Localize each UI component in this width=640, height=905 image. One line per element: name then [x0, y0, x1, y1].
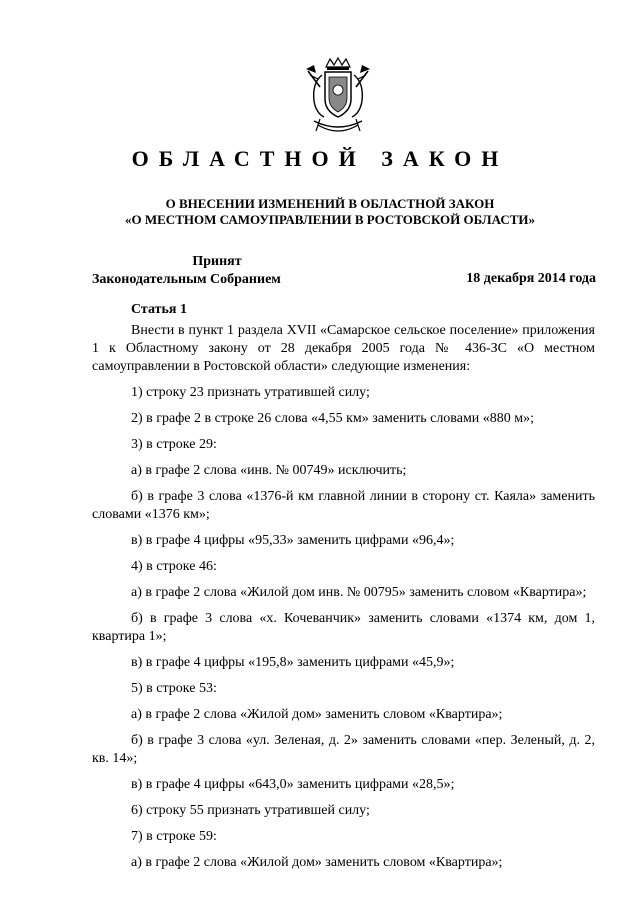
law-type-heading: ОБЛАСТНОЙ ЗАКОН [131, 146, 509, 171]
article-paragraph: а) в графе 2 слова «Жилой дом инв. № 00795» заменить словом «Квартира»; [131, 585, 587, 600]
article-paragraph: в) в графе 4 цифры «195,8» заменить цифрами «45,9»; [131, 655, 455, 670]
article-paragraph: 7) в строке 59: [131, 829, 217, 844]
article-paragraph: 6) строку 55 признать утратившей силу; [131, 803, 370, 818]
article-paragraph: б) в графе 3 слова «х. Кочеванчик» заменить словами «1374 км, дом 1, квартира 1»; [92, 611, 595, 644]
article-paragraph: б) в графе 3 слова «1376-й км главной линии в сторону ст. Каяла» заменить словами «1376 км»; [92, 489, 595, 522]
article-paragraph: 3) в строке 29: [131, 437, 217, 452]
article-paragraph: 5) в строке 53: [131, 681, 217, 696]
article-body [92, 322, 595, 880]
adopted-label-line-1: Принят [192, 254, 242, 269]
article-paragraph: 4) в строке 46: [131, 559, 217, 574]
adopted-label-line-2: Законодательным Собранием [92, 272, 281, 287]
coat-of-arms-emblem [300, 57, 376, 137]
law-title-line-1: О ВНЕСЕНИИ ИЗМЕНЕНИЙ В ОБЛАСТНОЙ ЗАКОН [165, 196, 495, 211]
article-paragraph: 2) в графе 2 в строке 26 слова «4,55 км» заменить словами «880 м»; [131, 411, 535, 426]
adopted-by-label [92, 253, 342, 289]
article-paragraph: 1) строку 23 признать утратившей силу; [131, 385, 370, 400]
article-heading: Статья 1 [131, 302, 187, 317]
article-paragraph: а) в графе 2 слова «инв. № 00749» исключить; [131, 463, 407, 478]
article-paragraph: б) в графе 3 слова «ул. Зеленая, д. 2» заменить словами «пер. Зеленый, д. 2, кв. 14»; [92, 733, 595, 766]
law-title [60, 196, 600, 228]
article-paragraph: а) в графе 2 слова «Жилой дом» заменить словом «Квартира»; [131, 855, 503, 870]
article-paragraph: Внести в пункт 1 раздела XVII «Самарское сельское поселение» приложения 1 к Областному закону от 28 декабря 2005 года № 436-ЗС «О местном самоуправлении в Ростовской области» следующие изменения: [92, 323, 595, 374]
law-title-line-2: «О МЕСТНОМ САМОУПРАВЛЕНИИ В РОСТОВСКОЙ ОБЛАСТИ» [125, 212, 535, 227]
adopted-date: 18 декабря 2014 года [466, 271, 596, 286]
article-paragraph: в) в графе 4 цифры «643,0» заменить цифрами «28,5»; [131, 777, 455, 792]
article-paragraph: а) в графе 2 слова «Жилой дом» заменить словом «Квартира»; [131, 707, 503, 722]
article-paragraph: в) в графе 4 цифры «95,33» заменить цифрами «96,4»; [131, 533, 455, 548]
